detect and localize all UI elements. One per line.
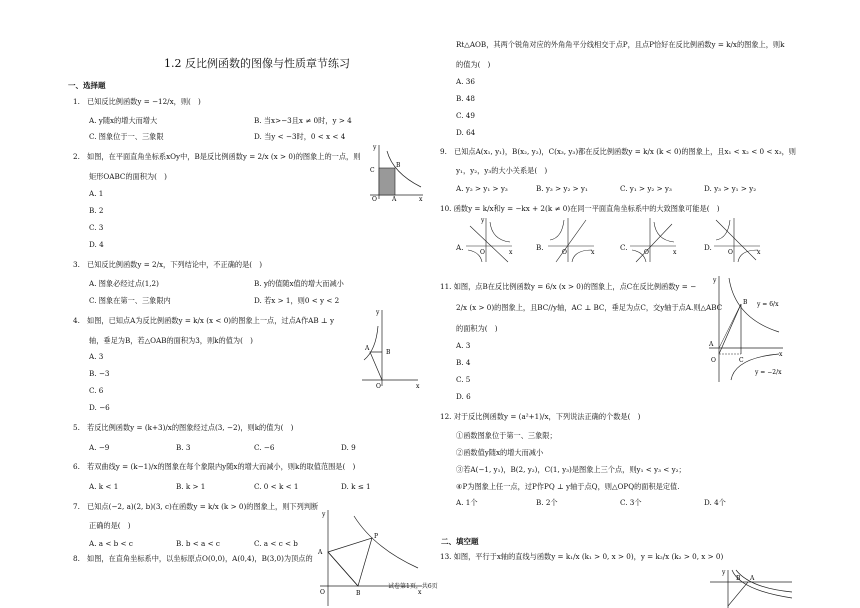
question-line-q2o4: D. 4 [89, 240, 104, 249]
question-line-q11o4: D. 6 [456, 392, 471, 401]
question-line-q5: 5. 若反比例函数y = (k+3)/x的图象经过点(3, −2)，则k的值为( ) [73, 423, 294, 432]
question-line-q6o4: D. k ≤ 1 [341, 482, 371, 491]
fig-label: x [591, 249, 595, 256]
figure-q2 [365, 143, 425, 203]
fig-label: y = −2/x [755, 369, 782, 376]
fig-label: A [392, 196, 397, 203]
fig-label: O [376, 383, 381, 390]
question-line-q3a: A. 图象必经过点(1,2) [89, 279, 159, 288]
question-line-q11: 11. 如图，点B在反比例函数y = 6/x (x > 0)的图象上，点C在反比例函数y = − [440, 282, 697, 291]
question-line-q10d: D. [704, 243, 712, 252]
question-line-q1d: D. 当y < −3时，0 < x < 4 [254, 132, 346, 141]
question-line-q13: 13. 如图，平行于x轴的直线与函数y = k₁/x (k₁ > 0, x > 0)，y = k₂/x (k₂ > 0, x > 0) [440, 552, 724, 561]
fig-label: O [320, 589, 325, 596]
fig-label: C [739, 357, 744, 364]
question-line-q6o1: A. k < 1 [89, 482, 119, 491]
question-line-q8o4: D. 64 [456, 128, 476, 137]
fig-label: A [709, 341, 714, 348]
figure-q10-c [628, 216, 678, 264]
question-line-q4: 4. 如图，已知点A为反比例函数y = k/x (x < 0)的图象上一点，过点A作AB ⊥ y [73, 316, 335, 325]
fig-label: A [365, 345, 370, 352]
fig-label: O [372, 196, 377, 203]
question-line-q6: 6. 若双曲线y = (k−1)/x的图象在每个象限内y随x的增大而减小，则k的取值范围是( ) [73, 462, 356, 471]
question-line-q11b: 2/x (x > 0)的图象上，且BC//y轴，AC ⊥ BC，垂足为点C，交y轴于点A.则△ABC [456, 303, 723, 312]
fig-label: P [374, 533, 379, 540]
question-line-q12s4: ④P为图象上任一点，过P作PQ ⊥ y轴于点Q，则△OPQ的面积是定值. [456, 482, 680, 491]
fig-label: y [481, 217, 485, 224]
question-line-q6o3: C. 0 < k < 1 [254, 482, 299, 491]
question-line-q2b: 矩形OABC的面积为( ) [89, 172, 167, 181]
section-fill: 二、填空题 [441, 537, 479, 546]
question-line-q12s1: ①函数图象位于第一、三象限； [456, 431, 557, 440]
fig-label: A [750, 575, 755, 582]
question-line-q9: 9. 已知点A(x₁, y₁)，B(x₂, y₂)，C(x₃, y₃)都在反比例函数y = k/x (k < 0)的图象上，且x₁ < x₂ < 0 < x₃，则 [440, 147, 796, 156]
question-line-q11o2: B. 4 [456, 358, 471, 367]
question-line-q7o3: C. a < c < b [254, 539, 298, 548]
fig-label: x [418, 589, 422, 596]
question-line-q11c: 的面积为( ) [456, 324, 498, 333]
question-line-q4o4: D. −6 [89, 403, 110, 412]
question-line-q7o2: B. b < a < c [176, 539, 220, 548]
question-line-q12o2: B. 2个 [536, 498, 558, 507]
figure-q8 [314, 508, 424, 608]
question-line-q2o1: A. 1 [89, 189, 104, 198]
question-line-q9o2: B. y₃ > y₂ > y₁ [536, 184, 588, 193]
fig-label: B [396, 162, 401, 169]
fig-label: B [743, 299, 748, 306]
question-line-q8o3: C. 49 [456, 111, 475, 120]
question-line-q5o4: D. 9 [341, 443, 356, 452]
question-line-q12s2: ②函数值y随x的增大而减小 [456, 448, 544, 457]
question-line-q7b: 正确的是( ) [89, 521, 131, 530]
question-line-q8b: Rt△AOB，其两个锐角对应的外角角平分线相交于点P，且点P恰好在反比例函数y = k/x的图象上，则k [456, 40, 785, 49]
question-line-q10c: C. [620, 243, 628, 252]
fig-label: O [728, 249, 733, 256]
fig-label: y [713, 277, 717, 284]
question-line-q9o1: A. y₂ > y₁ > y₃ [456, 184, 508, 193]
figure-q4 [360, 308, 420, 388]
fig-label: x [419, 196, 423, 203]
fig-label: O [562, 249, 567, 256]
question-line-q4o3: C. 6 [89, 386, 104, 395]
fig-label: B [356, 590, 361, 597]
question-line-q1: 1. 已知反比例函数y = −12/x，则( ) [73, 97, 201, 106]
fig-label: A [318, 549, 323, 556]
fig-label: x [509, 249, 513, 256]
question-line-q1b: B. 当x>−3且x ≠ 0时，y > 4 [254, 116, 352, 125]
question-line-q8c: 的值为( ) [456, 60, 491, 69]
question-line-q11o1: A. 3 [456, 341, 471, 350]
fig-label: y [373, 144, 377, 151]
question-line-q7o1: A. a < b < c [89, 539, 133, 548]
question-line-q10: 10. 函数y = k/x和y = −kx + 2(k ≠ 0)在同一平面直角坐标系中的大致图象可能是( ) [440, 204, 720, 213]
question-line-q12o1: A. 1个 [456, 498, 478, 507]
figure-q11 [705, 274, 785, 384]
question-line-q3: 3. 已知反比例函数y = 2/x，下列结论中，不正确的是( ) [73, 260, 263, 269]
question-line-q2: 2. 如图，在平面直角坐标系xOy中，B是反比例函数y = 2/x (x > 0)的图象上的一点，则 [73, 152, 361, 161]
question-line-q8o2: B. 48 [456, 94, 475, 103]
figure-q10-a [464, 216, 514, 264]
fig-label: x [416, 383, 420, 390]
fig-label: y = 6/x [757, 301, 779, 308]
question-line-q3d: D. 若x > 1，则0 < y < 2 [254, 296, 340, 305]
figure-q13 [706, 568, 796, 608]
question-line-q3c: C. 图象在第一、三象限内 [89, 296, 171, 305]
question-line-q8: 8. 如图，在直角坐标系中，以坐标原点O(0,0)，A(0,4)，B(3,0)为顶点的 [73, 554, 313, 563]
question-line-q2o2: B. 2 [89, 206, 104, 215]
question-line-q1a: A. y随x的增大而增大 [89, 116, 158, 125]
fig-label: O [711, 357, 716, 364]
figure-q10-d [712, 216, 762, 264]
fig-label: y [376, 309, 380, 316]
question-line-q5o3: C. −6 [254, 443, 275, 452]
question-line-q12s3: ③若A(−1, y₁)，B(2, y₂)，C(1, y₃)是图象上三个点，则y₁ < y₃ < y₂； [456, 465, 686, 474]
page-footer: 试卷第1页，共6页 [388, 583, 438, 590]
question-line-q4b: 轴，垂足为B，若△OAB的面积为3，则k的值为( ) [89, 336, 253, 345]
question-line-q2o3: C. 3 [89, 223, 104, 232]
page-title: 1.2 反比例函数的图像与性质章节练习 [164, 57, 350, 70]
question-line-q1c: C. 图象位于一、三象限 [89, 132, 164, 141]
fig-label: x [779, 351, 783, 358]
question-line-q5o2: B. 3 [176, 443, 191, 452]
question-line-q12o3: C. 3个 [620, 498, 642, 507]
question-line-q7: 7. 已知点(−2, a)(2, b)(3, c)在函数y = k/x (k > 0)的图象上，则下列判断 [73, 502, 319, 511]
fig-label: x [757, 249, 761, 256]
fig-label: B [386, 349, 391, 356]
question-line-q9b: y₁，y₂，y₃的大小关系是( ) [456, 166, 548, 175]
question-line-q9o4: D. y₃ > y₁ > y₂ [704, 184, 757, 193]
fig-label: y [322, 511, 326, 518]
fig-label: y [722, 569, 726, 576]
question-line-q10a: A. [456, 243, 464, 252]
section-choice: 一、选择题 [68, 81, 106, 90]
question-line-q6o2: B. k > 1 [176, 482, 206, 491]
question-line-q12: 12. 对于反比例函数y = (a²+1)/x，下列说法正确的个数是( ) [440, 412, 641, 421]
fig-label: O [644, 249, 649, 256]
fig-label: O [480, 249, 485, 256]
fig-label: x [673, 249, 677, 256]
question-line-q3b: B. y的值随x值的增大而减小 [254, 279, 344, 288]
question-line-q9o3: C. y₁ > y₂ > y₃ [620, 184, 672, 193]
fig-label: C [370, 167, 375, 174]
question-line-q8o1: A. 36 [456, 77, 475, 86]
fig-label: B [736, 575, 741, 582]
question-line-q10b: B. [536, 243, 544, 252]
figure-q10-b [546, 216, 596, 264]
question-line-q12o4: D. 4个 [704, 498, 726, 507]
question-line-q11o3: C. 5 [456, 375, 471, 384]
question-line-q5o1: A. −9 [89, 443, 110, 452]
question-line-q4o2: B. −3 [89, 369, 110, 378]
question-line-q4o1: A. 3 [89, 352, 104, 361]
